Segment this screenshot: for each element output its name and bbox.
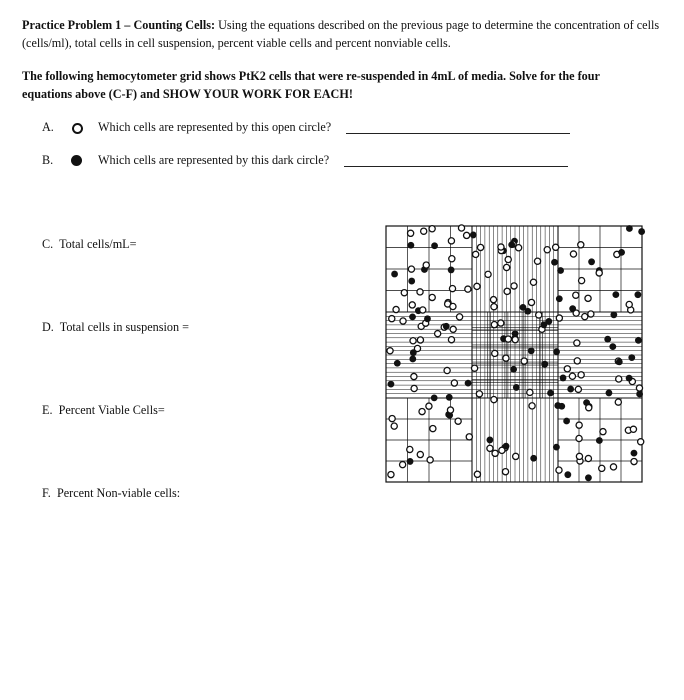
live-cell <box>466 434 472 440</box>
dead-cell <box>626 225 633 232</box>
dead-cell <box>407 242 414 249</box>
live-cell <box>430 425 436 431</box>
dead-cell <box>634 291 641 298</box>
dead-cell <box>564 471 571 478</box>
live-cell <box>456 314 462 320</box>
live-cell <box>529 403 535 409</box>
dead-cell <box>553 444 560 451</box>
dead-cell <box>470 232 477 239</box>
live-cell <box>579 278 585 284</box>
live-cell <box>578 372 584 378</box>
live-cell <box>408 266 414 272</box>
dead-cell <box>530 455 537 462</box>
live-cell <box>492 350 498 356</box>
live-cell <box>448 337 454 343</box>
dead-cell <box>554 402 561 409</box>
question-c-text: Total cells/mL= <box>59 237 137 251</box>
dead-cell <box>424 315 431 322</box>
live-cell <box>492 450 498 456</box>
dead-cell <box>556 295 563 302</box>
dead-cell <box>635 337 642 344</box>
dead-cell <box>631 450 638 457</box>
question-e-letter: E. <box>42 403 53 417</box>
dead-cell <box>409 356 416 363</box>
live-cell <box>417 289 423 295</box>
question-c-letter: C. <box>42 237 54 251</box>
dead-cell <box>636 391 643 398</box>
question-b-text: Which cells are represented by this dark circle? <box>98 153 330 167</box>
live-cell <box>410 338 416 344</box>
dead-cell <box>409 313 416 320</box>
dead-cell <box>609 343 616 350</box>
dead-cell <box>465 380 472 387</box>
live-cell <box>570 251 576 257</box>
problem-intro: Using the equations described on the previous page to determine the concentration of cells (cells/ml), total cells in cell suspension, percent viable cells and percent nonviable cells. <box>22 18 660 50</box>
live-cell <box>449 286 455 292</box>
live-cell <box>596 270 602 276</box>
live-cell <box>450 326 456 332</box>
live-cell <box>411 373 417 379</box>
live-cell <box>631 458 637 464</box>
live-cell <box>511 283 517 289</box>
dead-cell <box>551 259 558 266</box>
live-cell <box>530 279 536 285</box>
dead-cell <box>612 291 619 298</box>
live-cell <box>450 303 456 309</box>
live-cell <box>455 418 461 424</box>
dead-cell <box>557 267 564 274</box>
answer-line-b[interactable] <box>344 166 568 167</box>
dead-cell <box>569 305 576 312</box>
dead-cell <box>626 375 633 382</box>
dead-cell <box>528 347 535 354</box>
instruction-paragraph: The following hemocytometer grid shows PtK2 cells that were re-suspended in 4mL of media. Solve for the four equations above (C-F) and SHOW YOUR WORK FOR EACH! <box>22 69 600 101</box>
open-circle-icon <box>72 123 83 134</box>
dead-cell <box>553 348 560 355</box>
live-cell <box>536 312 542 318</box>
dead-cell <box>560 375 567 382</box>
question-e <box>42 403 165 418</box>
live-cell <box>491 322 497 328</box>
live-cell <box>615 399 621 405</box>
dead-cell <box>610 311 617 318</box>
live-cell <box>491 396 497 402</box>
live-cell <box>505 256 511 262</box>
live-cell <box>564 366 570 372</box>
live-cell <box>556 315 562 321</box>
dead-cell <box>394 360 401 367</box>
live-cell <box>498 320 504 326</box>
question-a-text: Which cells are represented by this open circle? <box>98 120 332 134</box>
live-cell <box>473 251 479 257</box>
live-cell <box>490 297 496 303</box>
live-cell <box>451 380 457 386</box>
live-cell <box>389 415 395 421</box>
live-cell <box>585 455 591 461</box>
dead-cell <box>541 361 548 368</box>
answer-line-a[interactable] <box>346 133 570 134</box>
dead-cell <box>520 304 527 311</box>
live-cell <box>504 288 510 294</box>
dead-cell <box>628 354 635 361</box>
live-cell <box>574 340 580 346</box>
live-cell <box>465 286 471 292</box>
live-cell <box>400 318 406 324</box>
live-cell <box>626 301 632 307</box>
dead-cell <box>547 390 554 397</box>
intro-paragraph <box>22 17 668 52</box>
live-cell <box>444 367 450 373</box>
live-cell <box>513 453 519 459</box>
question-b-letter: B. <box>42 153 54 167</box>
live-cell <box>474 283 480 289</box>
live-cell <box>423 262 429 268</box>
live-cell <box>576 453 582 459</box>
dead-cell <box>408 278 415 285</box>
live-cell <box>420 307 426 313</box>
question-e-text: Percent Viable Cells= <box>58 403 165 417</box>
live-cell <box>427 457 433 463</box>
live-cell <box>429 226 435 232</box>
dead-cell <box>588 258 595 265</box>
live-cell <box>544 247 550 253</box>
live-cell <box>400 462 406 468</box>
dead-cell <box>503 443 510 450</box>
dead-cell <box>585 474 592 481</box>
live-cell <box>534 258 540 264</box>
question-f-text: Percent Non-viable cells: <box>56 486 181 500</box>
live-cell <box>576 435 582 441</box>
live-cell <box>447 407 453 413</box>
dead-cell <box>431 394 438 401</box>
live-cell <box>573 292 579 298</box>
live-cell <box>449 256 455 262</box>
live-cell <box>582 314 588 320</box>
live-cell <box>421 228 427 234</box>
live-cell <box>458 225 464 231</box>
live-cell <box>610 464 616 470</box>
question-f-letter: F. <box>42 486 51 500</box>
question-d-letter: D. <box>42 320 54 334</box>
live-cell <box>616 376 622 382</box>
dead-cell <box>604 336 611 343</box>
question-d-text: Total cells in suspension = <box>59 320 189 334</box>
live-cell <box>464 232 470 238</box>
question-c <box>42 237 137 252</box>
dead-cell <box>618 249 625 256</box>
live-cell <box>391 423 397 429</box>
live-cell <box>429 294 435 300</box>
live-cell <box>516 245 522 251</box>
live-cell <box>588 311 594 317</box>
live-cell <box>599 465 605 471</box>
live-cell <box>417 451 423 457</box>
live-cell <box>521 358 527 364</box>
live-cell <box>569 373 575 379</box>
live-cell <box>471 365 477 371</box>
live-cell <box>409 302 415 308</box>
live-cell <box>485 271 491 277</box>
live-cell <box>512 337 518 343</box>
live-cell <box>556 467 562 473</box>
dead-cell <box>638 228 645 235</box>
live-cell <box>638 439 644 445</box>
live-cell <box>407 446 413 452</box>
live-cell <box>585 295 591 301</box>
live-cell <box>498 244 504 250</box>
dead-cell <box>407 458 414 465</box>
live-cell <box>636 385 642 391</box>
question-a-letter: A. <box>42 120 54 134</box>
live-cell <box>393 306 399 312</box>
live-cell <box>388 471 394 477</box>
dead-cell <box>563 418 570 425</box>
live-cell <box>505 336 511 342</box>
live-cell <box>387 348 393 354</box>
live-cell <box>527 389 533 395</box>
dead-cell <box>431 242 438 249</box>
live-cell <box>574 358 580 364</box>
live-cell <box>435 331 441 337</box>
live-cell <box>476 391 482 397</box>
live-cell <box>401 290 407 296</box>
problem-title: Practice Problem 1 – Counting Cells: <box>22 18 216 32</box>
live-cell <box>503 355 509 361</box>
dead-cell <box>513 384 520 391</box>
dead-cell <box>510 366 517 373</box>
dead-cell <box>616 358 623 365</box>
question-d <box>42 320 189 335</box>
question-f <box>42 486 180 501</box>
live-cell <box>553 244 559 250</box>
live-cell <box>487 445 493 451</box>
live-cell <box>586 405 592 411</box>
live-cell <box>419 408 425 414</box>
live-cell <box>426 403 432 409</box>
live-cell <box>630 426 636 432</box>
live-cell <box>491 304 497 310</box>
live-cell <box>575 386 581 392</box>
dead-cell <box>443 323 450 330</box>
live-cell <box>576 422 582 428</box>
dead-cell <box>596 437 603 444</box>
dead-cell <box>508 241 515 248</box>
live-cell <box>448 238 454 244</box>
dark-circle-icon <box>71 155 82 166</box>
live-cell <box>502 469 508 475</box>
live-cell <box>504 264 510 270</box>
live-cell <box>528 299 534 305</box>
live-cell <box>474 471 480 477</box>
live-cell <box>477 244 483 250</box>
dead-cell <box>410 349 417 356</box>
live-cell <box>411 385 417 391</box>
hemocytometer-grid <box>383 220 649 492</box>
live-cell <box>389 316 395 322</box>
dead-cell <box>567 386 574 393</box>
dead-cell <box>448 267 455 274</box>
dead-cell <box>391 271 398 278</box>
dead-cell <box>388 381 395 388</box>
live-cell <box>408 230 414 236</box>
dead-cell <box>606 390 613 397</box>
dead-cell <box>446 394 453 401</box>
live-cell <box>578 242 584 248</box>
dead-cell <box>545 318 552 325</box>
live-cell <box>417 337 423 343</box>
live-cell <box>600 429 606 435</box>
dead-cell <box>486 437 493 444</box>
